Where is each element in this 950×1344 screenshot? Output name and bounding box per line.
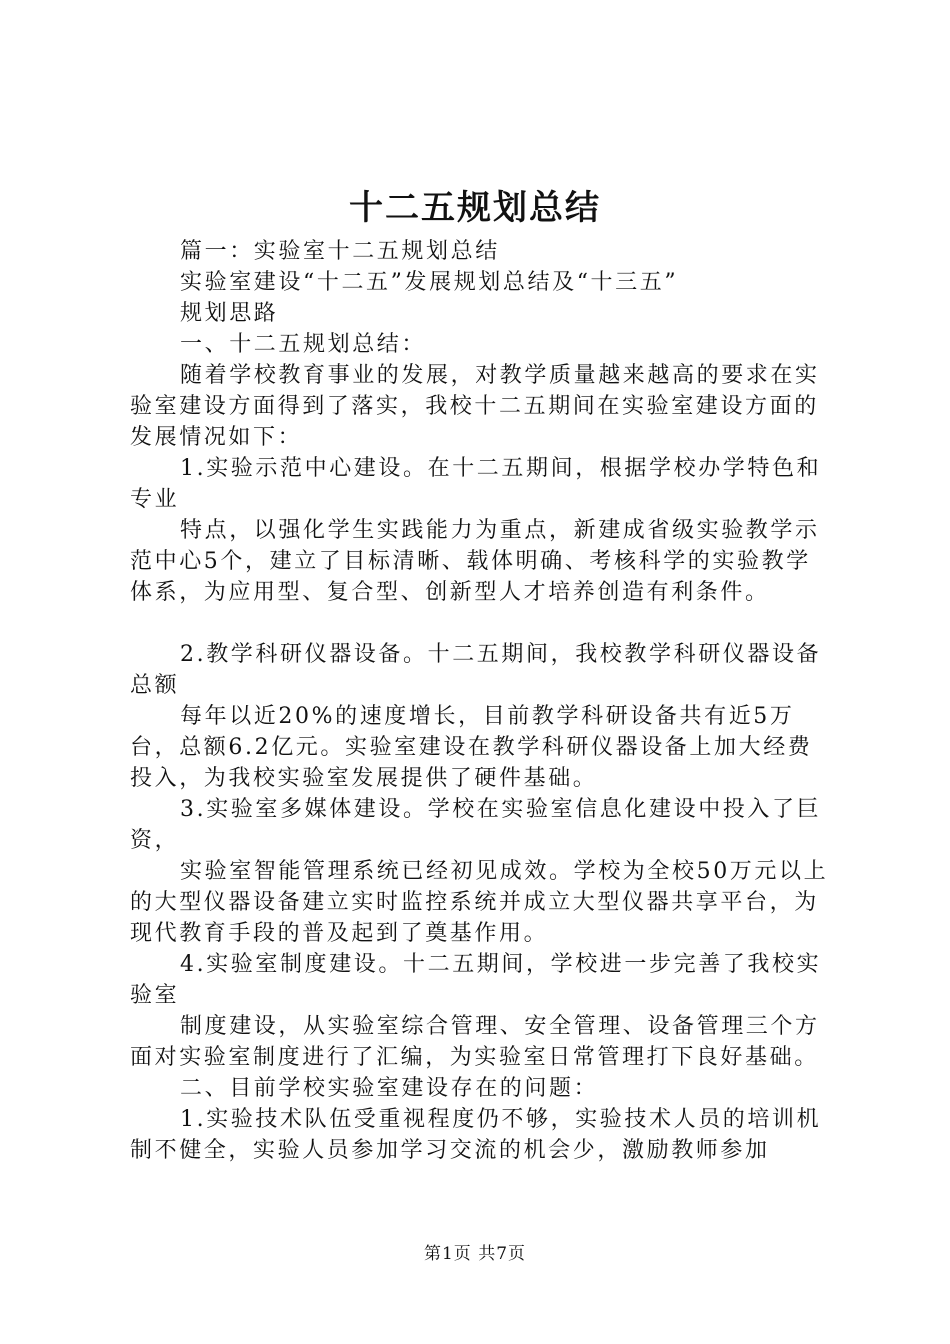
page-footer: 第1页 共7页 (423, 1244, 527, 1264)
paragraph: 实验室智能管理系统已经初见成效。学校为全校50万元以上的大型仪器设备建立实时监控系统并成立大型仪器共享平台，为现代教育手段的普及起到了奠基作用。 (130, 859, 829, 946)
paragraph: 4.实验室制度建设。十二五期间，学校进一步完善了我校实验室 (130, 952, 822, 1008)
paragraph: 特点，以强化学生实践能力为重点，新建成省级实验教学示范中心5个，建立了目标清晰、载体明确、考核科学的实验教学体系，为应用型、复合型、创新型人才培养创造有利条件。 (130, 518, 820, 605)
document-title: 十二五规划总结 (349, 188, 601, 228)
paragraph: 每年以近20%的速度增长，目前教学科研设备共有近5万台，总额6.2亿元。实验室建设在教学科研仪器设备上加大经费投入，为我校实验室发展提供了硬件基础。 (130, 704, 813, 791)
paragraph: 规划思路 (180, 301, 279, 326)
paragraph: 3.实验室多媒体建设。学校在实验室信息化建设中投入了巨资， (130, 797, 822, 853)
paragraph: 1.实验示范中心建设。在十二五期间，根据学校办学特色和专业 (130, 456, 822, 512)
paragraph: 2.教学科研仪器设备。十二五期间，我校教学科研仪器设备总额 (130, 642, 822, 698)
paragraph: 1.实验技术队伍受重视程度仍不够，实验技术人员的培训机制不健全，实验人员参加学习交流的机会少，激励教师参加 (130, 1107, 822, 1163)
paragraph: 制度建设，从实验室综合管理、安全管理、设备管理三个方面对实验室制度进行了汇编，为实验室日常管理打下良好基础。 (130, 1014, 820, 1070)
paragraph: 实验室建设“十二五”发展规划总结及“十三五” (180, 270, 679, 295)
paragraph: 随着学校教育事业的发展，对教学质量越来越高的要求在实验室建设方面得到了落实，我校十二五期间在实验室建设方面的发展情况如下： (130, 363, 820, 450)
document-body (130, 236, 830, 1166)
paragraph: 二、目前学校实验室建设存在的问题： (180, 1076, 599, 1101)
paragraph: 一、十二五规划总结： (180, 332, 427, 357)
paragraph: 篇一：实验室十二五规划总结 (180, 239, 500, 264)
